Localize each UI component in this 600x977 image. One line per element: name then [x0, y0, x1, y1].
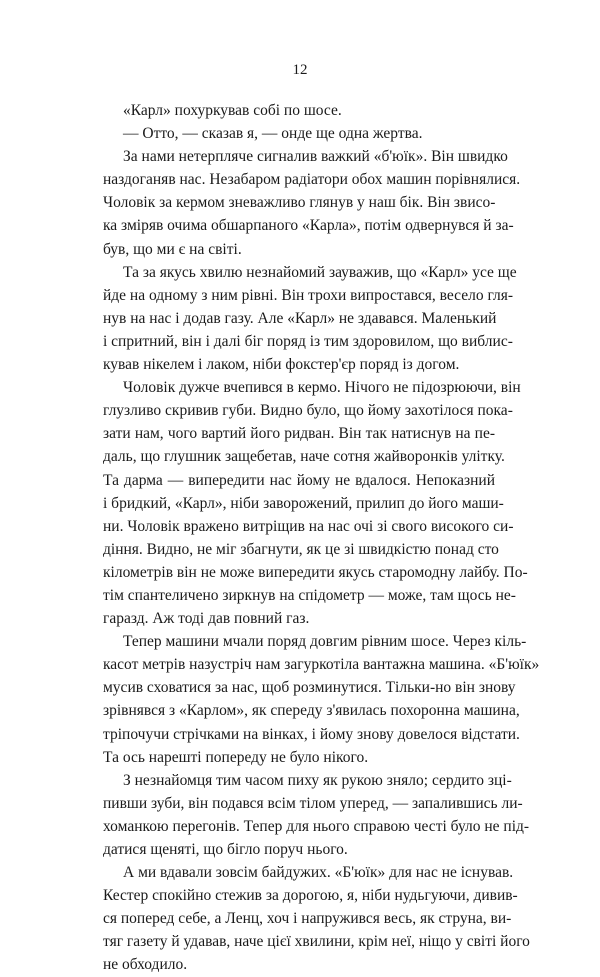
text-line: і бридкий, «Карл», ніби заворожений, прилип до його маши- [103, 494, 504, 512]
text-line: зрівнявся з «Карлом», як спереду з'явилась похоронна машина, [103, 702, 520, 720]
page-number: 12 [292, 62, 308, 78]
text-line: Та ось нарешті попереду не було нікого. [103, 748, 369, 766]
text-line: тім спантеличено зиркнув на спідометр — може, там щось не- [103, 586, 516, 604]
text-line: «Карл» похуркував собі по шосе. [123, 102, 342, 119]
text-line: Чоловік дужче вчепився в кермо. Нічого не підозрюючи, він [123, 379, 521, 397]
text-line: Кестер спокійно стежив за дорогою, я, ніби нудьгуючи, дивив- [103, 887, 518, 905]
text-line: даль, що глушник защебетав, наче сотня жайворонків улітку. [103, 448, 505, 466]
text-line: тяг газету й удавав, наче цієї хвилини, крім неї, ніщо у світі його [103, 933, 530, 951]
text-line: був, що ми є на світі. [103, 240, 242, 258]
text-line: йде на одному з ним рівні. Він трохи випростався, весело гля- [103, 286, 514, 304]
text-line: глузливо скривив губи. Видно було, що йому захотілося пока- [103, 402, 513, 420]
paragraph [103, 769, 530, 861]
text-line: — Отто, — сказав я, — онде ще одна жертва. [123, 125, 423, 143]
text-line: ся поперед себе, а Ленц, хоч і напружився весь, як струна, ви- [103, 910, 512, 928]
text-line: кував нікелем і лаком, ніби фокстер'єр поряд із догом. [103, 356, 460, 374]
paragraph [103, 261, 517, 376]
text-line: Та за якусь хвилю незнайомий зауважив, що «Карл» усе ще [123, 263, 517, 281]
text-line: тріпочучи стрічками на вінках, і йому знову довелося відстати. [103, 725, 520, 743]
text-body [103, 99, 540, 977]
text-line: За нами нетерпляче сигналив важкий «б'юїк». Він швидко [123, 148, 508, 166]
text-line: кілометрів він не може випередити якусь старомодну лайбу. По- [103, 563, 528, 581]
paragraph [103, 99, 495, 122]
text-line: нув на нас і додав газу. Але «Карл» не здавався. Маленький [103, 309, 497, 327]
text-line: А ми вдавали зовсім байдужих. «Б'юїк» для нас не існував. [123, 864, 514, 882]
paragraph [103, 376, 528, 630]
text-line: зати нам, чого вартий його ридван. Він так натиснув на пе- [103, 425, 495, 443]
text-line: не обходило. [103, 956, 188, 974]
text-line: і спритний, він і далі біг поряд із тим здоровилом, що виблис- [103, 332, 513, 350]
text-line: хоманкою перегонів. Тепер для нього справою честі було не під- [103, 817, 530, 835]
text-line: мусив сховатися за нас, щоб розминутися. Тільки-но він знову [103, 679, 516, 697]
text-line: пивши зуби, він подався всім тілом уперед, — запалившись ли- [103, 794, 523, 812]
paragraph [103, 145, 521, 260]
text-line: З незнайомця тим часом пиху як рукою зняло; сердито зці- [123, 771, 512, 789]
text-line: наздоганяв нас. Незабаром радіатори обох машин порівнялися. [103, 171, 521, 189]
paragraph [103, 861, 530, 976]
text-line: Тепер машини мчали поряд довгим рівним шосе. Через кіль- [123, 633, 527, 651]
text-line: датися щеняті, що бігло поруч нього. [103, 841, 348, 858]
text-line: Чоловік за кермом зневажливо глянув у наш бік. Він звисо- [103, 194, 496, 212]
text-line: касот метрів назустріч нам загуркотіла вантажна машина. «Б'юїк» [103, 656, 540, 674]
text-line: діння. Видно, не міг збагнути, як це зі швидкістю понад сто [103, 540, 499, 558]
paragraph [103, 630, 540, 769]
paragraph [103, 122, 495, 145]
text-line: ни. Чоловік вражено витріщив на нас очі зі свого високого си- [103, 517, 514, 535]
text-line: Та дарма — випередити нас йому не вдалося. Непоказний [103, 471, 495, 489]
text-line: ка зміряв очима обшарпаного «Карла», потім одвернувся й за- [103, 217, 514, 235]
text-line: гаразд. Аж тоді дав повний газ. [103, 610, 310, 628]
